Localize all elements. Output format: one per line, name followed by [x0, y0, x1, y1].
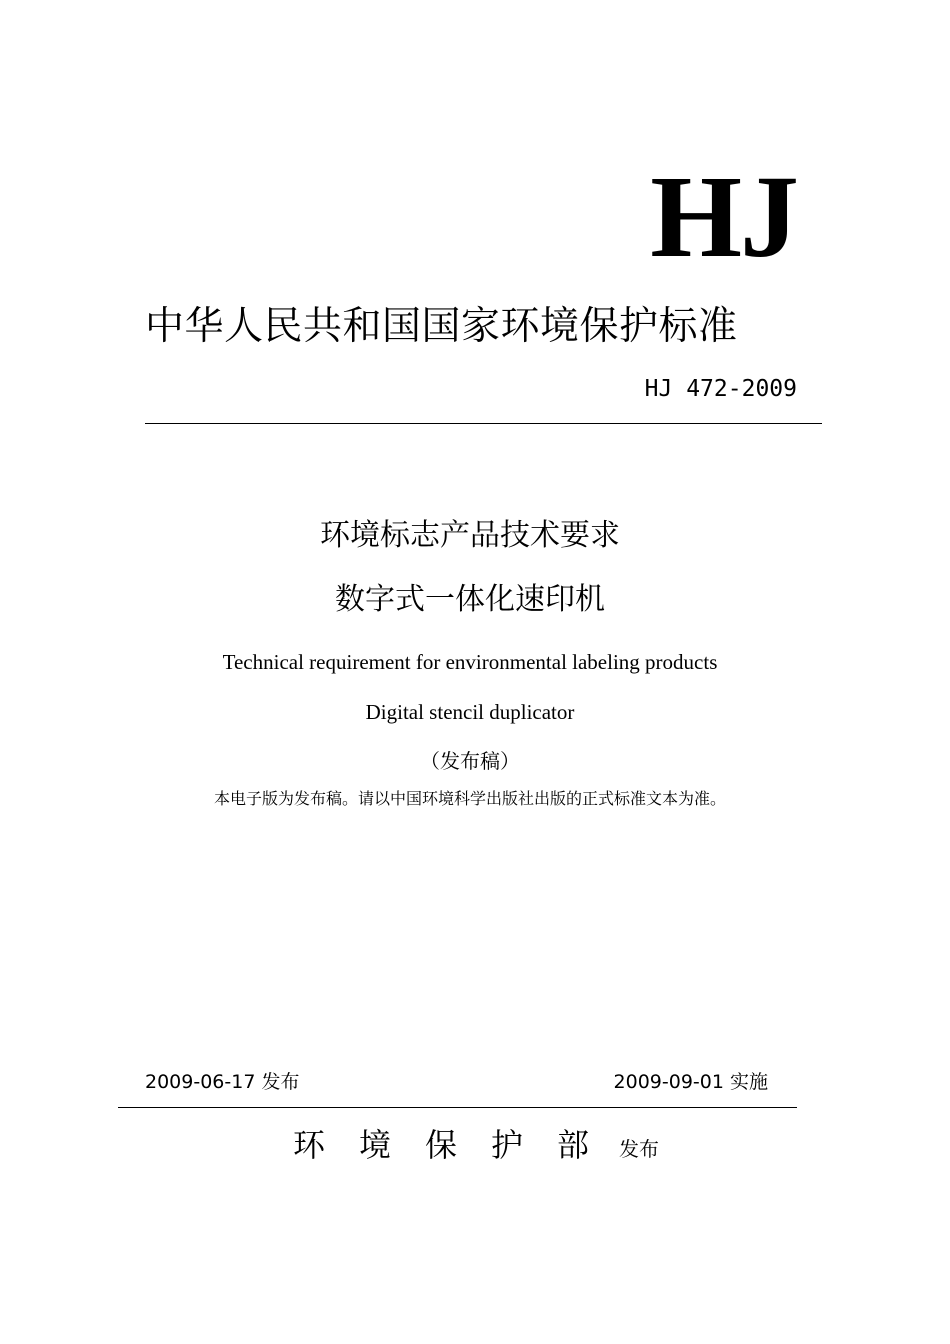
implementation-date: 2009-09-01 实施 — [613, 1071, 768, 1093]
standard-title: 中华人民共和国国家环境保护标准 — [145, 304, 738, 349]
title-zh-line1: 环境标志产品技术要求 — [320, 518, 620, 553]
draft-label: （发布稿） — [420, 749, 520, 773]
issuer-block — [293, 1126, 659, 1164]
title-en-line2: Digital stencil duplicator — [365, 700, 575, 724]
bottom-divider — [118, 1107, 797, 1108]
issuer-name: 环境保护部 — [293, 1126, 624, 1164]
hj-logo: HJ — [650, 151, 797, 282]
issuer-suffix: 发布 — [619, 1137, 660, 1161]
top-divider — [145, 423, 822, 424]
edition-notice: 本电子版为发布稿。请以中国环境科学出版社出版的正式标准文本为准。 — [213, 789, 726, 808]
issue-date: 2009-06-17 发布 — [145, 1071, 300, 1093]
title-zh-line2: 数字式一体化速印机 — [335, 582, 605, 617]
standard-code: HJ 472-2009 — [644, 376, 797, 402]
title-en-line1: Technical requirement for environmental labeling products — [222, 650, 718, 674]
